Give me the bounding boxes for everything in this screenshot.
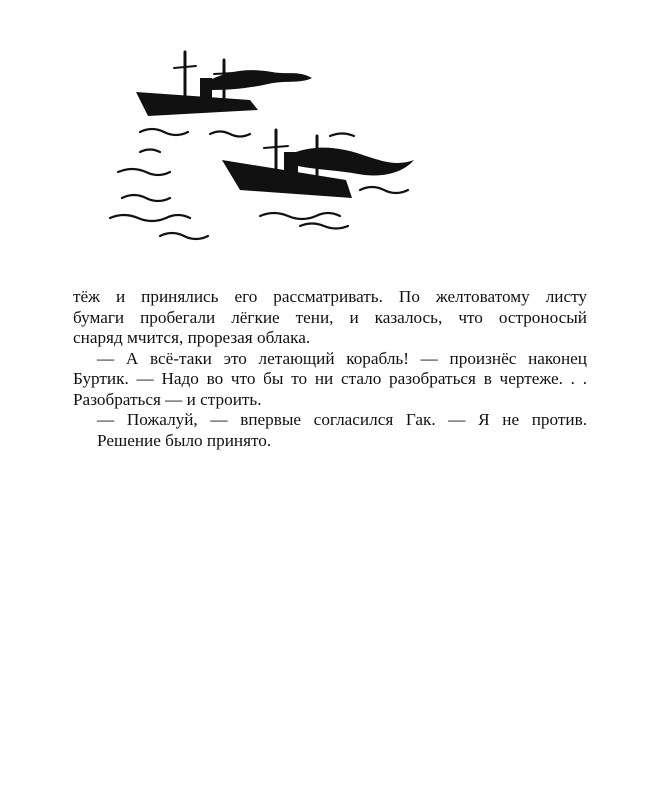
wave [122,195,170,201]
ship-illustration [100,40,440,255]
story-text [73,287,587,451]
text-line: бумаги пробегали лёгкие тени, и казалось, что остроносый [73,307,587,327]
wave [210,132,250,137]
wave [260,213,340,219]
lower-ship-mast-1-yard [264,146,288,148]
wave [140,150,160,153]
wave [110,215,190,221]
wave [118,169,170,175]
wave [360,187,408,193]
upper-ship-mast-1-yard [174,66,196,68]
text-line: снаряд мчится, прорезая облака. [73,328,311,347]
text-line: — А всё-таки это летающий корабль! — произнёс наконец [97,348,587,368]
lower-ship-smoke [296,148,414,176]
text-line: Буртик. — Надо во что бы то ни стало разобраться в чертеже. . . [73,369,587,388]
wave [300,224,348,229]
text-line: — Пожалуй, — впервые согласился Гак. — Я не против. [97,410,587,429]
text-line: тёж и принялись его рассматривать. По желтоватому листу [73,287,587,306]
wave [140,129,188,135]
wave [330,134,354,137]
wave [160,233,208,239]
text-line: Решение было принято. [97,430,272,450]
text-line: Разобраться — и строить. [73,389,262,409]
